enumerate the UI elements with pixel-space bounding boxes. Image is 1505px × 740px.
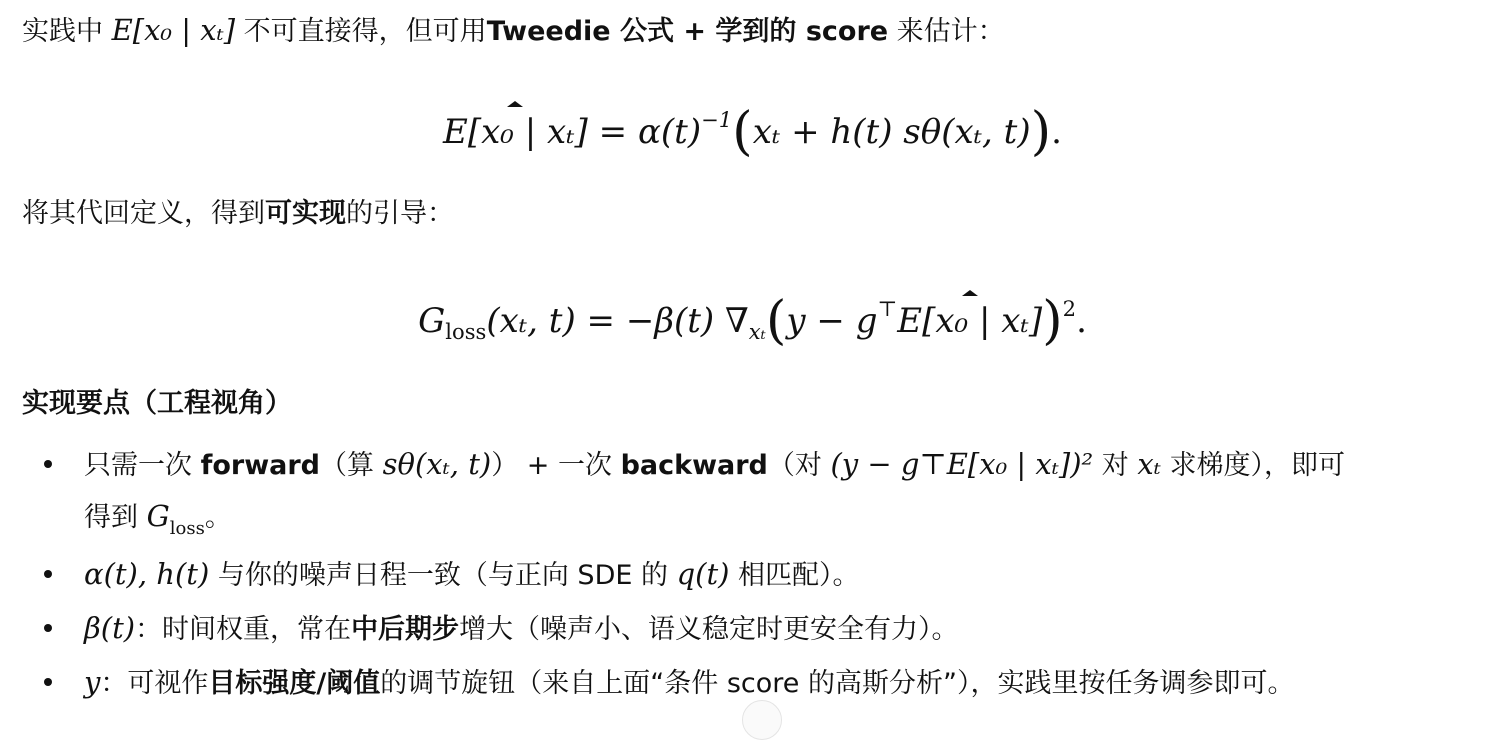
bullet-dot bbox=[44, 624, 52, 632]
bullet1-math: xₜ bbox=[1137, 447, 1161, 481]
bullet3-text: 增大（噪声小、语义稳定时更安全有力）。 bbox=[459, 614, 959, 645]
equation2-inner: y − g bbox=[786, 300, 878, 341]
equation2-rhs-prefix: −β(t) ∇ bbox=[625, 300, 749, 341]
equation1-alpha: α(t) bbox=[637, 111, 702, 152]
bullet-dot bbox=[44, 460, 52, 468]
list-item bbox=[84, 664, 1294, 702]
equation1-end: . bbox=[1051, 111, 1062, 152]
equation2-transpose: ⊤ bbox=[877, 296, 898, 321]
bullet1-forward: forward bbox=[200, 450, 321, 481]
bullet1-text: 对 bbox=[1093, 450, 1138, 481]
bullet1-text: 求梯度），即可 bbox=[1160, 450, 1345, 481]
bullet4-text: 的调节旋钮（来自上面“条件 score 的高斯分析”），实践里按任务调参即可。 bbox=[380, 668, 1295, 699]
equation2-right-paren: ) bbox=[1042, 290, 1063, 352]
bullet3-bold: 中后期步 bbox=[351, 614, 460, 645]
list-item bbox=[84, 446, 1345, 484]
substitute-paragraph bbox=[22, 196, 454, 232]
equation2-nabla-sub: xₜ bbox=[748, 319, 766, 345]
bullet2-text: 与你的噪声日程一致（与正向 SDE 的 bbox=[209, 560, 677, 591]
bullet2-math: α(t), h(t) bbox=[84, 557, 210, 591]
section-heading: 实现要点（工程视角） bbox=[22, 388, 292, 419]
equation2-lhs-args: (xₜ, t) = bbox=[486, 300, 626, 341]
equation2-g: G bbox=[418, 300, 446, 341]
bullet3-math: β(t) bbox=[84, 611, 136, 645]
bullet1-backward: backward bbox=[620, 450, 768, 481]
equation2-power: 2 bbox=[1062, 296, 1077, 321]
intro-bold: Tweedie 公式 + 学到的 score bbox=[486, 16, 889, 47]
equation2-end: . bbox=[1076, 300, 1087, 341]
bullet1-text: 。 bbox=[204, 502, 232, 533]
substitute-prefix: 将其代回定义，得到 bbox=[22, 198, 265, 229]
bullet1-text: 得到 bbox=[84, 502, 147, 533]
tweedie-equation bbox=[0, 95, 1505, 163]
bullet1-text: 只需一次 bbox=[84, 450, 201, 481]
list-item-continuation bbox=[84, 498, 232, 547]
bullet1-math-sub: loss bbox=[169, 518, 205, 539]
list-item bbox=[84, 556, 860, 594]
bullet1-math: (y − g⊤E[x₀ | xₜ])² bbox=[830, 447, 1094, 481]
bullet1-math: G bbox=[146, 499, 170, 533]
equation2-expectation: E[x₀ | xₜ] bbox=[897, 296, 1042, 346]
scroll-to-bottom-button[interactable] bbox=[742, 700, 782, 740]
equation2-loss-sub: loss bbox=[445, 319, 487, 345]
bullet3-text: ：时间权重，常在 bbox=[135, 614, 352, 645]
equation2-left-paren: ( bbox=[765, 290, 787, 352]
equation1-equals: = bbox=[587, 111, 638, 152]
bullet1-math: sθ(xₜ, t) bbox=[382, 447, 492, 481]
equation1-left-paren: ( bbox=[732, 101, 753, 163]
intro-suffix: 来估计： bbox=[888, 16, 1005, 47]
bullet-dot bbox=[44, 570, 52, 578]
substitute-suffix: 的引导： bbox=[346, 198, 454, 229]
bullet2-math: q(t) bbox=[676, 557, 730, 591]
equation1-lhs: E[x₀ | xₜ] bbox=[443, 107, 588, 157]
bullet2-text: 相匹配）。 bbox=[729, 560, 860, 591]
bullet1-text: （对 bbox=[767, 450, 831, 481]
intro-middle: 不可直接得，但可用 bbox=[235, 16, 487, 47]
bullet4-bold: 目标强度/阈值 bbox=[208, 668, 381, 699]
intro-prefix: 实践中 bbox=[22, 16, 112, 47]
bullet4-math: y bbox=[84, 665, 101, 699]
substitute-bold: 可实现 bbox=[265, 198, 346, 229]
equation1-inner: xₜ + h(t) sθ(xₜ, t) bbox=[752, 111, 1031, 152]
guidance-equation bbox=[0, 284, 1505, 357]
bullet1-text: ） + 一次 bbox=[491, 450, 621, 481]
equation1-exponent: −1 bbox=[701, 107, 733, 132]
bullet4-text: ：可视作 bbox=[100, 668, 209, 699]
intro-paragraph bbox=[22, 12, 1005, 50]
intro-expectation-math: E[x₀ | xₜ] bbox=[111, 13, 236, 47]
equation1-right-paren: ) bbox=[1030, 101, 1052, 163]
bullet-dot bbox=[44, 678, 52, 686]
list-item bbox=[84, 610, 959, 648]
bullet1-text: （算 bbox=[320, 450, 383, 481]
